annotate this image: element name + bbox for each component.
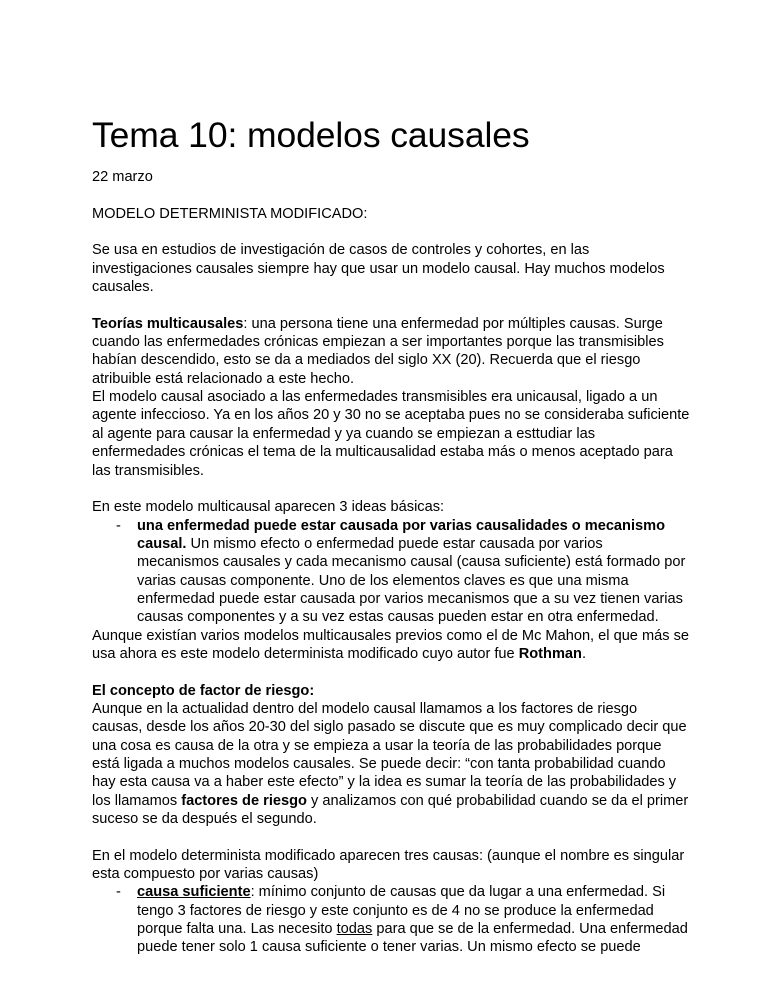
paragraph-line: causal. Un mismo efecto o enfermedad puede estar causada por varios (137, 535, 603, 552)
paragraph-line: varias causas componente. Uno de los elementos claves es que una misma (137, 572, 629, 589)
paragraph-line: atribuible está relacionado a este hecho. (92, 370, 355, 387)
term-bold: Teorías multicausales (92, 315, 244, 332)
ideas-section (92, 498, 692, 663)
risk-factor-section (92, 682, 692, 829)
spacer (92, 186, 692, 204)
paragraph-line: hay esta causa va a haber este efecto” y la idea es sumar la teoría de las probabilidades y (92, 774, 677, 791)
spacer (92, 663, 692, 681)
multicausal-paragraph (92, 315, 692, 480)
spacer (92, 296, 692, 314)
paragraph-line: los llamamos factores de riesgo y analizamos con qué probabilidad cuando se da el primer (92, 792, 689, 809)
spacer (92, 480, 692, 498)
author-name: Rothman (518, 645, 582, 662)
spacer (92, 223, 692, 241)
paragraph-line: causas, desde los años 20-30 del siglo pasado se discute que es muy complicado decir que (92, 719, 687, 736)
paragraph-line: al agente para causar la enfermedad y ya cuando se empiezan a esttudiar las (92, 425, 595, 442)
paragraph-line: mecanismos causales y cada mecanismo causal (causa suficiente) está formado por (137, 554, 686, 571)
list-item (92, 517, 692, 627)
paragraph-line: agente infeccioso. Ya en los años 20 y 30 no se aceptaba pues no se consideraba suficiente (92, 407, 690, 424)
paragraph-line: puede tener solo 1 causa suficiente o tener varias. Un mismo efecto se puede (137, 939, 641, 956)
paragraph-line: suceso se da después el segundo. (92, 811, 317, 828)
paragraph-line: cuando las enfermedades crónicas empiezan a ser importantes porque las transmisibles (92, 334, 664, 351)
underlined-word: todas (336, 921, 373, 938)
paragraph-line: El modelo causal asociado a las enfermedades transmisibles era unicausal, ligado a un (92, 389, 658, 406)
date-label: 22 marzo (92, 169, 153, 185)
paragraph-line: investigaciones causales siempre hay que usar un modelo causal. Hay muchos modelos (92, 260, 665, 277)
paragraph-line: En el modelo determinista modificado aparecen tres causas: (aunque el nombre es singular (92, 847, 685, 864)
paragraph-line: esta compuesto por varias causas) (92, 866, 319, 883)
paragraph-line: enfermedades crónicas el tema de la multicausalidad estaba más o menos aceptado para (92, 444, 673, 461)
paragraph-line: enfermedad puede estar causada por varios mecanismos que a su vez tienen varias (137, 590, 683, 607)
paragraph-line: causa suficiente: mínimo conjunto de causas que da lugar a una enfermedad. Si (137, 884, 666, 901)
bullet-dash: - (116, 884, 121, 901)
term-bold: factores de riesgo (181, 792, 307, 809)
paragraph-line: Aunque existían varios modelos multicausales previos como el de Mc Mahon, el que más se (92, 627, 690, 644)
paragraph-line: causas componentes y a su vez estas causas pueden estar en otra enfermedad. (137, 609, 659, 626)
term-bold-underlined: causa suficiente (137, 884, 251, 901)
paragraph-line: tengo 3 factores de riesgo y este conjunto es de 4 no se produce la enfermedad (137, 902, 654, 919)
spacer (92, 828, 692, 846)
paragraph-line: una enfermedad puede estar causada por varias causalidades o mecanismo (137, 517, 666, 534)
paragraph-line: está ligada a muchos modelos causales. Se puede decir: “con tanta probabilidad cuando (92, 756, 666, 772)
intro-paragraph (92, 241, 692, 296)
three-causes-section (92, 847, 692, 957)
bullet-dash: - (116, 517, 121, 534)
paragraph-line: En este modelo multicausal aparecen 3 ideas básicas: (92, 499, 445, 516)
paragraph-line: porque falta una. Las necesito todas para que se de la enfermedad. Una enfermedad (137, 921, 688, 938)
paragraph-line: causales. (92, 279, 154, 296)
paragraph-line: usa ahora es este modelo determinista modificado cuyo autor fue Rothman. (92, 645, 587, 662)
paragraph-line: habían descendido, esto se da a mediados del siglo XX (20). Recuerda que el riesgo (92, 352, 641, 369)
document-body (92, 168, 692, 957)
paragraph-line: Teorías multicausales: una persona tiene una enfermedad por múltiples causas. Surge (92, 315, 663, 332)
paragraph-line: una cosa es causa de la otra y se empieza a usar la teoría de las probabilidades porque (92, 737, 662, 754)
paragraph-line: Se usa en estudios de investigación de casos de controles y cohortes, en las (92, 242, 590, 259)
paragraph-line: las transmisibles. (92, 462, 204, 479)
list-item (92, 883, 692, 956)
document-title: Tema 10: modelos causales (92, 115, 530, 155)
section-heading: MODELO DETERMINISTA MODIFICADO: (92, 205, 368, 222)
section-subheading: El concepto de factor de riesgo: (92, 682, 315, 699)
paragraph-line: Aunque en la actualidad dentro del modelo causal llamamos a los factores de riesgo (92, 700, 638, 717)
